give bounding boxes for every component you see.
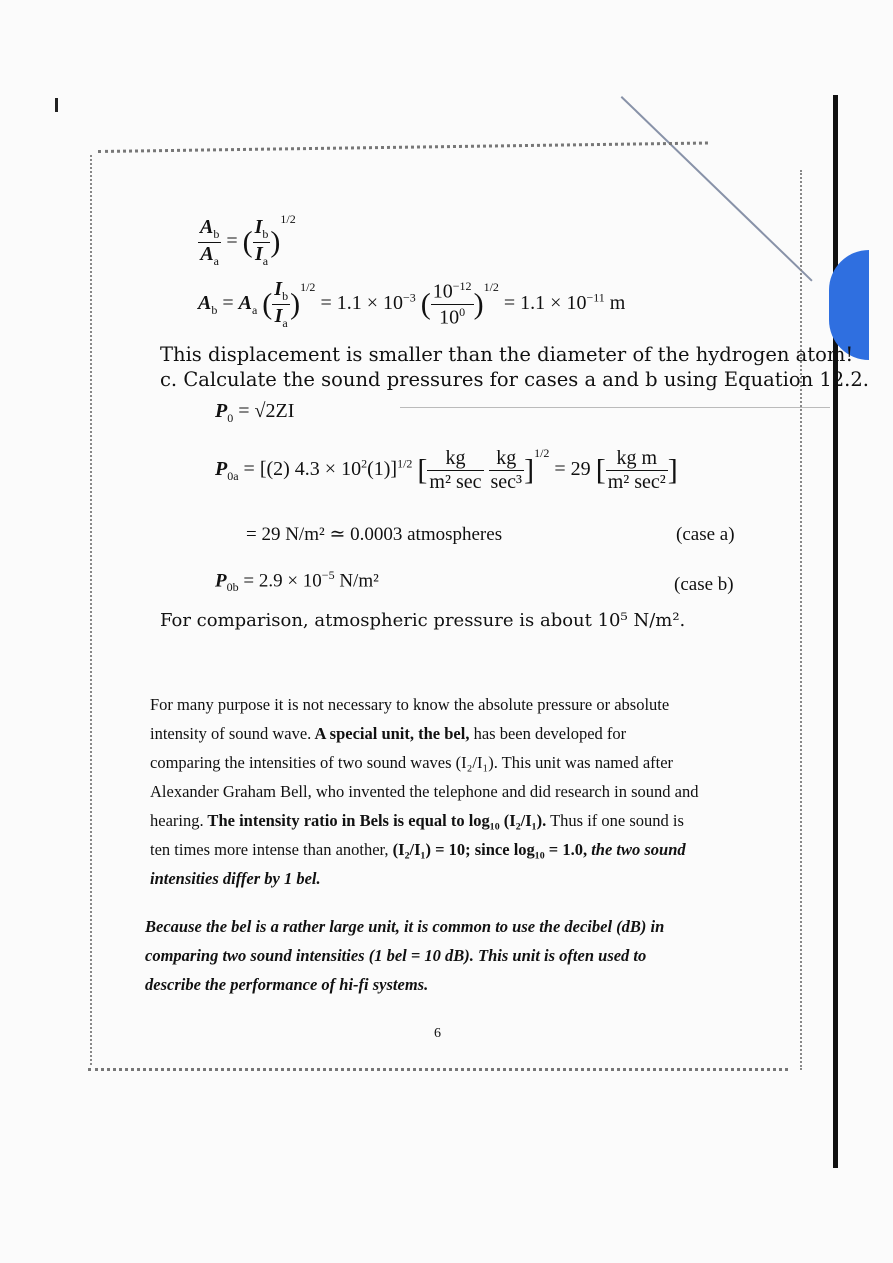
frame-right-border [800, 170, 804, 1070]
equation-pressure: $P_0 = √2ZI$ [215, 400, 295, 425]
rhs-fraction: $\frac{I_b}{I_a}$ [254, 215, 269, 268]
bel-paragraph: For many purpose it is not necessary to know the absolute pressure or absolute intensity of sound wave. A special unit, the bel, has been developed for comparing the intensities of two sound waves (I₂/I₁). This unit was named after Alexander Graham Bell, who invented the telephone and did research in sound and hearing. The intensity ratio in Bels is equal to log₁₀ (I₂/I₁). Thus if one sound is ten times more intense than another, (I₂/I₁) = 10; since log₁₀ = 1.0, the two sound intensities differ by 1 bel. [150, 695, 699, 888]
question-c: c. Calculate the sound pressures for cases a and b using Equation 12.2. [160, 368, 869, 391]
displacement-remark: This displacement is smaller than the diameter of the hydrogen atom! [160, 343, 854, 366]
pressure-b-result: $P_{0b} = 2.9 \times 10^{-5}$ N/m² [215, 568, 379, 595]
frame-left-border [90, 155, 94, 1065]
scan-edge [833, 95, 838, 1168]
scan-mark [55, 98, 58, 112]
decibel-paragraph: Because the bel is a rather large unit, it is common to use the decibel (dB) in comparing two sound intensities (1 bel = 10 dB). This unit is often used to describe the performance of hi-fi systems. [145, 917, 665, 994]
comparison-note: For comparison, atmospheric pressure is about 10⁵ N/m². [160, 610, 686, 631]
page-number: 6 [434, 1026, 441, 1041]
lhs-fraction: $\frac{A_b}{A_a}$ [200, 215, 220, 268]
equation-pressure-a: $P_{0a} = [(2) 4.3 \times 10^2(1)]^{1/2}$ [ $\frac{kg}{\text{m² sec}}$ $\frac{kg}{\text{sec³}}$ ]$^{1/2}$ = 29 [ $\frac{\text{kg m}}{\text{m² sec²}}$ ] [215, 446, 678, 493]
equation-amplitude-b: $A_b = A_a$ ( $\frac{I_b}{I_a}$ )$^{1/2} = 1.1 \times 10^{-3}$ ( $\frac{10^{-12}}{10^0}$ )$^{1/2} = 1.1 \times 10^{-11}$ m [198, 278, 626, 330]
pressure-a-result: = 29 N/m² ≃ 0.0003 atmospheres [246, 524, 503, 545]
equation-amplitude-ratio: $\frac{A_b}{A_a}$ = ( $\frac{I_b}{I_a}$ )$^{1/2}$ [200, 212, 296, 268]
case-a-label: (case a) [676, 524, 735, 545]
frame-bottom-border [88, 1068, 788, 1079]
case-b-label: (case b) [674, 574, 734, 595]
scan-line [400, 407, 830, 408]
